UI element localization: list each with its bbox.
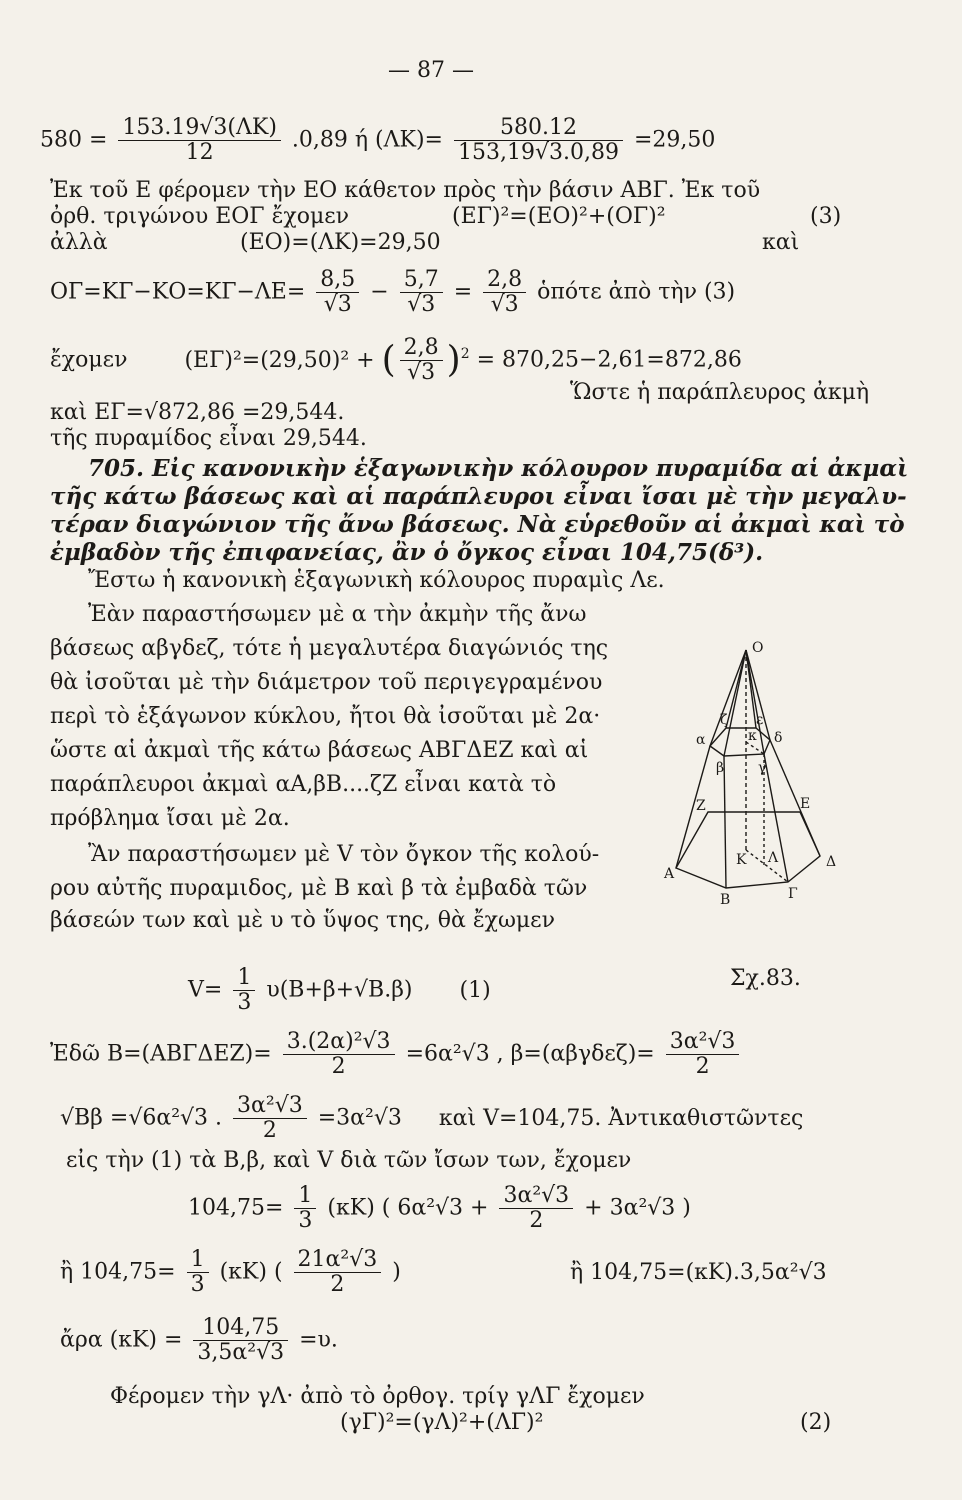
text-line: βάσεών των καὶ μὲ υ τὸ ὕψος της, θὰ ἔχωμεν <box>50 908 555 933</box>
label-D: Δ <box>826 854 837 870</box>
fraction: $\frac{580.12}{153,19√3.0,89}$ <box>454 116 623 165</box>
page-number: — 87 — <box>388 58 474 83</box>
label-B: Β <box>720 892 731 908</box>
text-line: εἰς τὴν (1) τὰ Β,β, καὶ V διὰ τῶν ἴσων των, ἔχομεν <box>66 1148 632 1173</box>
text-line: θὰ ἰσοῦται μὲ τὴν διάμετρον τοῦ περιγεγραμένου <box>50 670 603 695</box>
text-line: Φέρομεν τὴν γΛ· ἀπὸ τὸ ὀρθογ. τρίγ γΛΓ ἔχομεν <box>110 1384 645 1409</box>
problem-705-line: 705. Εἰς κανονικὴν ἑξαγωνικὴν κόλουρον πυραμίδα αἱ ἀκμαὶ <box>88 455 909 482</box>
text-line: ὀρθ. τριγώνου ΕΟΓ ἔχομεν (ΕΓ)²=(ΕΟ)²+(ΟΓ)² (3) <box>50 204 842 229</box>
label-G: Γ <box>788 886 798 902</box>
text-line: πρόβλημα ἴσαι μὲ 2α. <box>50 806 290 831</box>
label-Z: Ζ <box>696 798 706 814</box>
figure-caption: Σχ.83. <box>730 966 801 991</box>
text-line: καὶ ΕΓ=√872,86 =29,544. Ὥστε ἡ παράπλευρος ἀκμὴ <box>50 380 870 425</box>
problem-705-line: τέραν διαγώνιον τῆς ἄνω βάσεως. Νὰ εὑρεθοῦν αἱ ἀκμαὶ καὶ τὸ <box>50 511 905 538</box>
text-line: παράπλευροι ἀκμαὶ αΑ,βΒ....ζΖ εἶναι κατὰ τὸ <box>50 772 557 797</box>
label-L: Λ <box>768 850 779 866</box>
text-line: βάσεως αβγδεζ, τότε ἡ μεγαλυτέρα διαγώνιός της <box>50 636 609 661</box>
equation-lk: 580 = $\frac{153.19√3(\Lambda K)}{12}$ .0,89 ή (ΛΚ)= $\frac{580.12}{153,19√3.0,89}$ =29,50 <box>40 115 716 165</box>
label-delta: δ <box>774 730 783 746</box>
text-line: Ἔστω ἡ κανονικὴ ἑξαγωνικὴ κόλουρος πυραμὶς Λε. <box>88 568 665 593</box>
equation-root: √Ββ =√6α²√3 . $\frac{\text{3α²√3}}{2}$ =3α²√3 καὶ V=104,75. Ἀντικαθιστῶντες <box>60 1093 804 1143</box>
problem-705-line: ἐμβαδὸν τῆς ἐπιφανείας, ἂν ὁ ὄγκος εἶναι 104,75(δ³). <box>50 539 764 566</box>
text-line: ὥστε αἱ ἀκμαὶ τῆς κάτω βάσεως ΑΒΓΔΕΖ καὶ αἱ <box>50 738 589 763</box>
text-line: Ἂν παραστήσωμεν μὲ V τὸν ὄγκον τῆς κολού- <box>88 842 600 867</box>
equation-substitution: 104,75= $\frac{1}{3}$ (κΚ) ( 6α²√3 + $\frac{\text{3α²√3}}{2}$ + 3α²√3 ) <box>188 1183 691 1233</box>
truncated-pyramid-figure <box>660 630 860 910</box>
label-A: Α <box>664 866 675 882</box>
text-line: τῆς πυραμίδος εἶναι 29,544. <box>50 426 367 451</box>
problem-705-line: τῆς κάτω βάσεως καὶ αἱ παράπλευροι εἶναι ἴσαι μὲ τὴν μεγαλυ- <box>50 483 907 510</box>
label-alpha: α <box>696 732 706 748</box>
equation-simplified: ἢ 104,75= $\frac{1}{3}$ (κΚ) ( $\frac{\text{21α²√3}}{2}$ ) ἢ 104,75=(κΚ).3,5α²√3 <box>60 1247 827 1297</box>
text-line: Ἐὰν παραστήσωμεν μὲ α τὴν ἀκμὴν τῆς ἄνω <box>88 602 587 627</box>
text-line: περὶ τὸ ἑξάγωνον κύκλου, ἤτοι θὰ ἰσοῦται μὲ 2α· <box>50 704 601 729</box>
equation-pythagoras: (γΓ)²=(γΛ)²+(ΛΓ)² (2) <box>340 1410 832 1435</box>
equation-bases: Ἐδῶ Β=(ΑΒΓΔΕΖ)= $\frac{\text{3.(2α)²√3}}{2}$ =6α²√3 , β=(αβγδεζ)= $\frac{\text{3α²√3}}{2}$ <box>50 1030 743 1079</box>
text-line: ρου αὐτῆς πυραμιδος, μὲ Β καὶ β τὰ ἐμβαδὰ τῶν <box>50 876 588 901</box>
text-line: Ἐκ τοῦ Ε φέρομεν τὴν ΕΟ κάθετον πρὸς τὴν βάσιν ΑΒΓ. Ἐκ τοῦ <box>50 178 761 203</box>
label-E: Ε <box>800 796 811 812</box>
equation-volume: V= $\frac{1}{3}$ υ(Β+β+√Β.β) (1) <box>188 965 491 1015</box>
equation-eg: ἔχομεν (ΕΓ)²=(29,50)² + ( $\frac{2,8}{√3}$ )$^2$ = 870,25−2,61=872,86 <box>50 335 742 385</box>
label-zeta: ζ <box>720 712 728 728</box>
equation-og: ΟΓ=ΚΓ−ΚΟ=ΚΓ−ΛΕ= $\frac{8,5}{√3}$ − $\frac{5,7}{√3}$ = $\frac{2,8}{√3}$ ὁπότε ἀπὸ τὴν (3) <box>50 267 736 317</box>
label-epsilon: ε <box>756 712 764 728</box>
equation-height: ἄρα (κΚ) = $\frac{104,75}{\text{3,5α²√3}}$ =υ. <box>60 1315 338 1365</box>
label-beta: β <box>716 760 725 776</box>
label-o: O <box>752 640 764 656</box>
label-K: Κ <box>736 852 747 868</box>
label-kappa: κ <box>748 728 757 744</box>
text-line: ἀλλὰ (ΕΟ)=(ΛΚ)=29,50 καὶ <box>50 230 800 255</box>
label-gamma: γ <box>758 760 767 776</box>
fraction: $\frac{153.19√3(\Lambda K)}{12}$ <box>118 116 280 165</box>
